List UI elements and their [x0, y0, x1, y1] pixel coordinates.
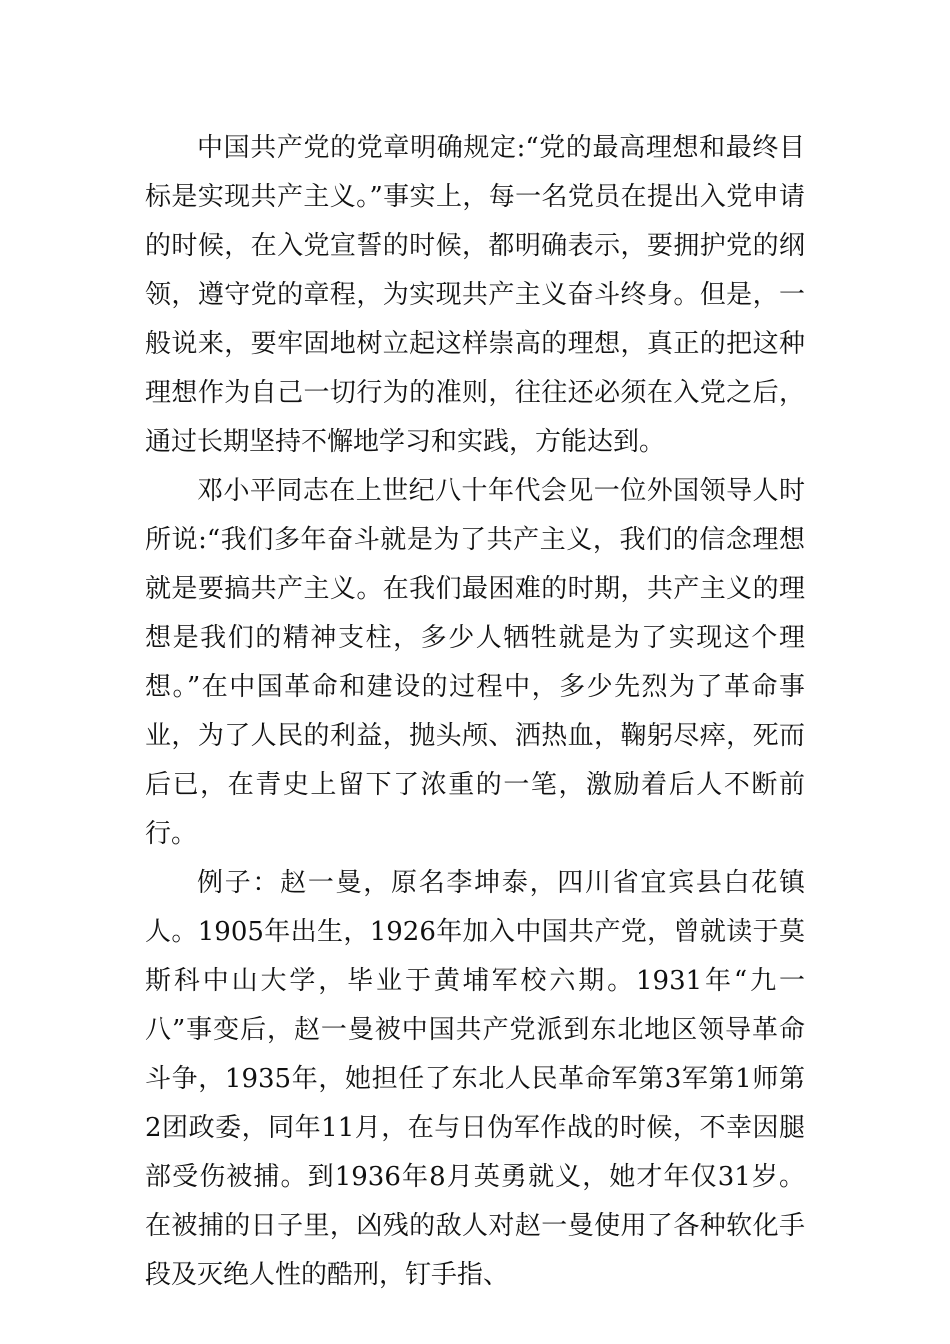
document-body [145, 124, 805, 1300]
paragraph-party-constitution: 中国共产党的党章明确规定:“党的最高理想和最终目标是实现共产主义。”事实上，每一名党员在提出入党申请的时候，在入党宣誓的时候，都明确表示，要拥护党的纲领，遵守党的章程，为实现共产主义奋斗终身。但是，一般说来，要牢固地树立起这样崇高的理想，真正的把这种理想作为自己一切行为的准则，往往还必须在入党之后，通过长期坚持不懈地学习和实践，方能达到。 [145, 133, 805, 457]
paragraph-zhao-yiman-example: 例子：赵一曼，原名李坤泰，四川省宜宾县白花镇人。1905年出生，1926年加入中国共产党，曾就读于莫斯科中山大学，毕业于黄埔军校六期。1931年“九一八”事变后，赵一曼被中国共产党派到东北地区领导革命斗争，1935年，她担任了东北人民革命军第3军第1师第2团政委，同年11月，在与日伪军作战的时候，不幸因腿部受伤被捕。到1936年8月英勇就义，她才年仅31岁。在被捕的日子里，凶残的敌人对赵一曼使用了各种软化手段及灭绝人性的酷刑，钉手指、 [145, 868, 805, 1290]
paragraph-deng-xiaoping-quote: 邓小平同志在上世纪八十年代会见一位外国领导人时所说:“我们多年奋斗就是为了共产主义，我们的信念理想就是要搞共产主义。在我们最困难的时期，共产主义的理想是我们的精神支柱，多少人牺牲就是为了实现这个理想。”在中国革命和建设的过程中，多少先烈为了革命事业，为了人民的利益，抛头颅、洒热血，鞠躬尽瘁，死而后已，在青史上留下了浓重的一笔，激励着后人不断前行。 [145, 476, 805, 849]
